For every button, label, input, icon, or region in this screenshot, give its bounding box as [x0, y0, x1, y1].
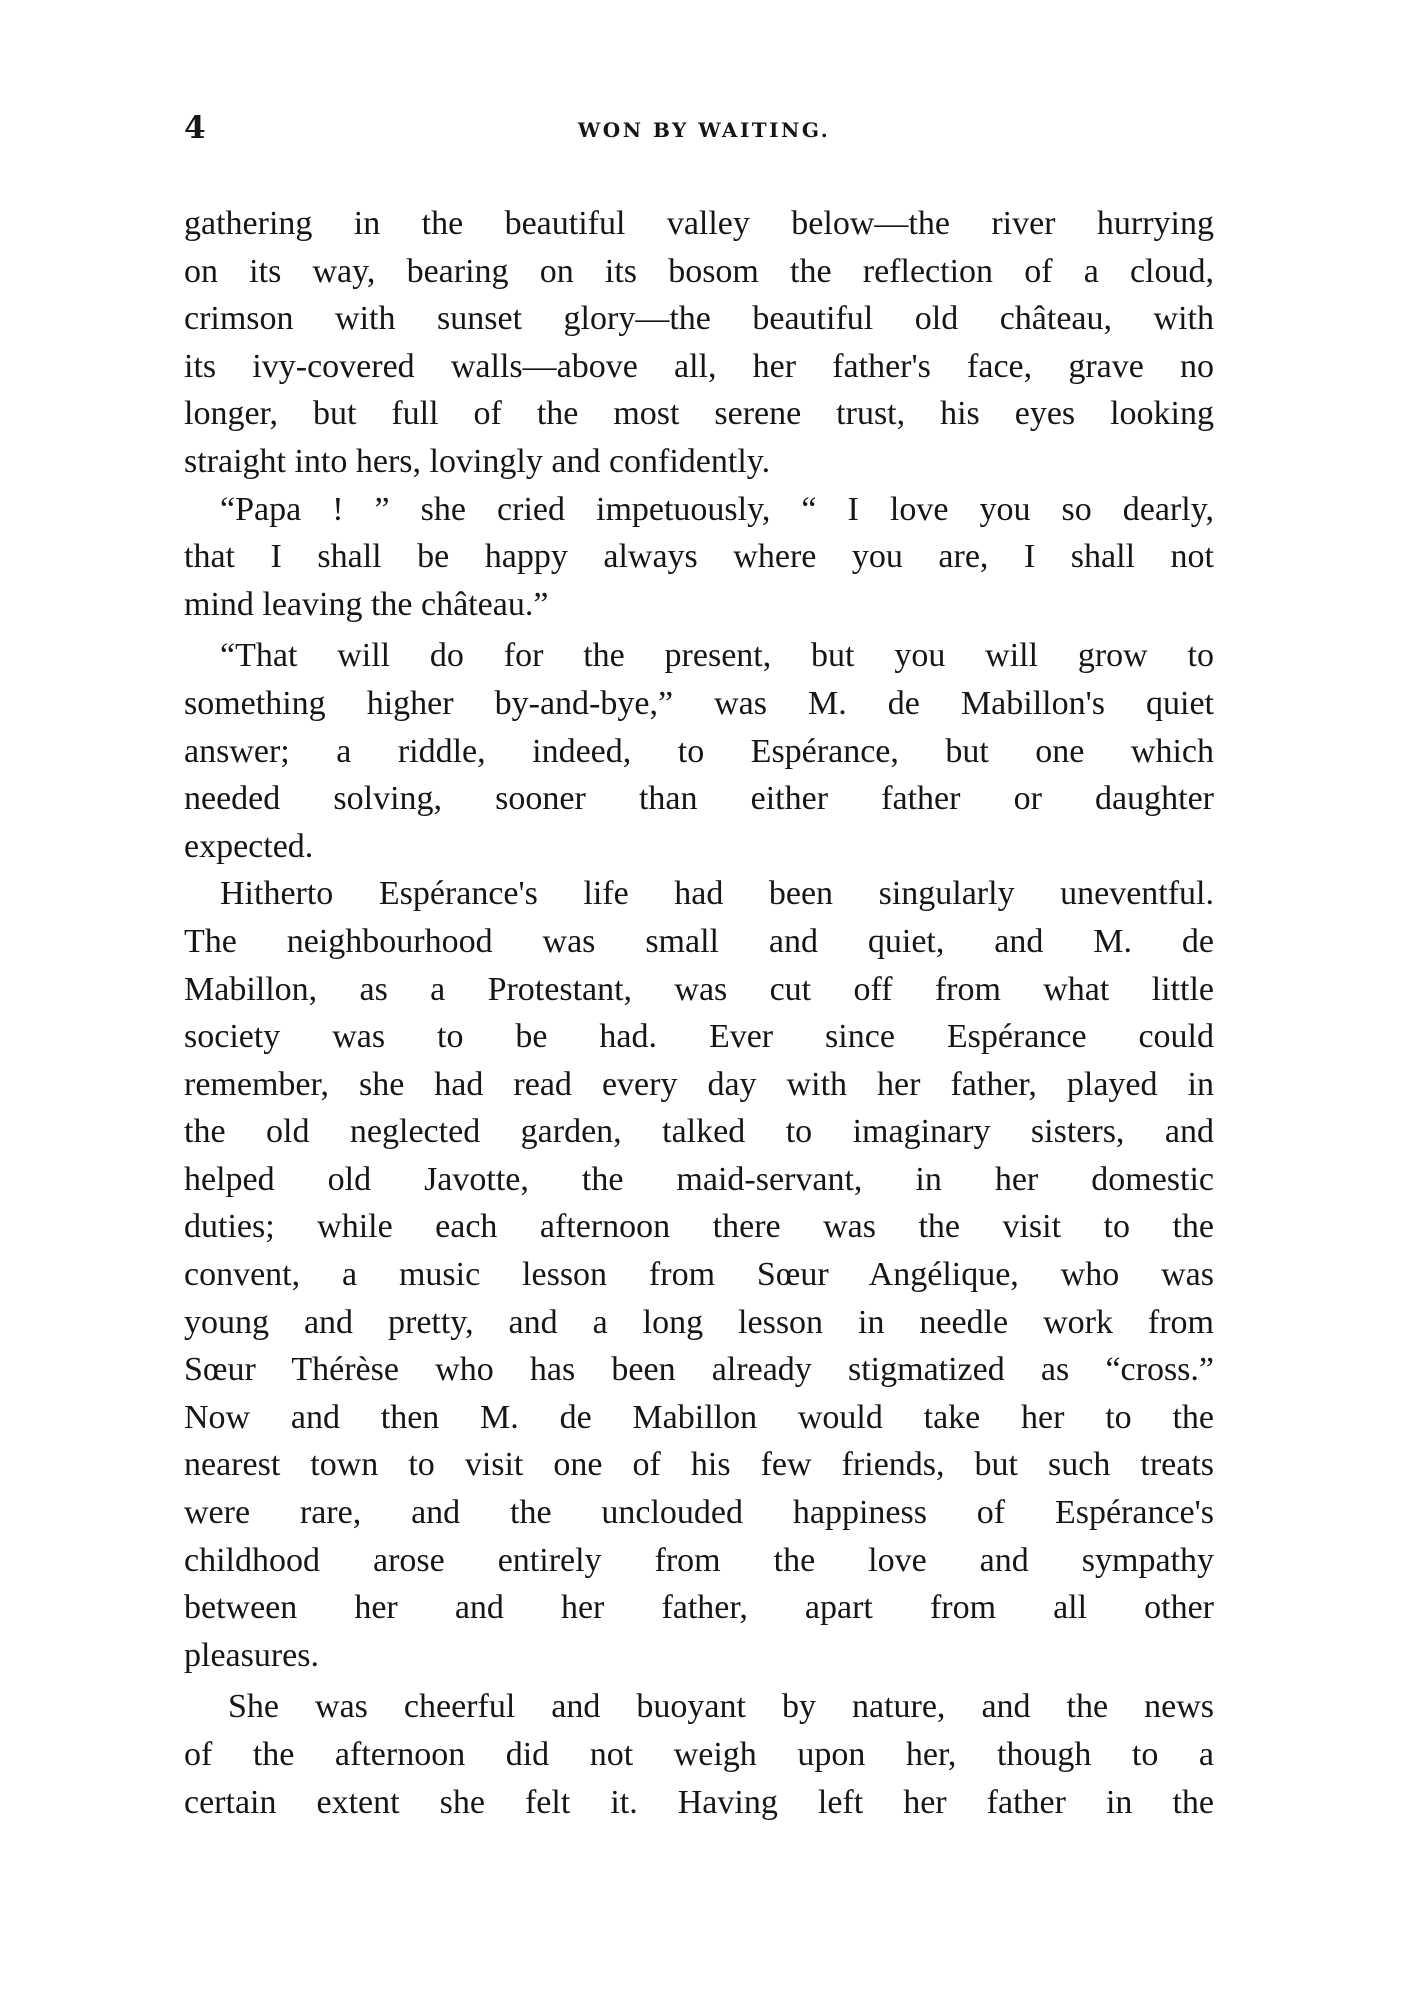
- text-line: convent, a music lesson from Sœur Angélique, who was: [184, 1256, 1214, 1294]
- text-line: needed solving, sooner than either father or daughter: [184, 780, 1214, 818]
- text-line: something higher by-and-bye,” was M. de Mabillon's quiet: [184, 684, 1214, 722]
- text-line: Hitherto Espérance's life had been singularly uneventful.: [220, 875, 1214, 913]
- page-number: 4: [184, 110, 206, 146]
- text-line: crimson with sunset glory—the beautiful old château, with: [184, 300, 1214, 338]
- text-line: the old neglected garden, talked to imaginary sisters, and: [184, 1113, 1214, 1151]
- page-header: [184, 108, 1214, 148]
- text-line: She was cheerful and buoyant by nature, and the news: [228, 1688, 1214, 1726]
- text-line: remember, she had read every day with her father, played in: [184, 1065, 1214, 1103]
- text-line: its ivy-covered walls—above all, her father's face, grave no: [184, 347, 1214, 385]
- body-text: [184, 200, 1214, 1826]
- text-line: answer; a riddle, indeed, to Espérance, but one which: [184, 732, 1214, 770]
- text-line: Now and then M. de Mabillon would take her to the: [184, 1398, 1214, 1436]
- text-line: of the afternoon did not weigh upon her, though to a: [184, 1736, 1214, 1773]
- text-line: pleasures.: [184, 1636, 320, 1674]
- text-line: duties; while each afternoon there was the visit to the: [184, 1208, 1214, 1246]
- text-line: Mabillon, as a Protestant, was cut off from what little: [184, 970, 1214, 1008]
- text-line: “That will do for the present, but you will grow to: [220, 637, 1214, 675]
- text-line: childhood arose entirely from the love and sympathy: [184, 1541, 1214, 1579]
- text-line: certain extent she felt it. Having left her father in the: [184, 1783, 1214, 1821]
- text-line: society was to be had. Ever since Espérance could: [184, 1018, 1214, 1056]
- text-line: nearest town to visit one of his few friends, but such treats: [184, 1446, 1214, 1484]
- text-line: expected.: [184, 827, 314, 865]
- text-line: helped old Javotte, the maid-servant, in her domestic: [184, 1160, 1214, 1198]
- text-line: “Papa ! ” she cried impetuously, “ I love you so dearly,: [220, 490, 1214, 528]
- text-line: straight into hers, lovingly and confidently.: [184, 442, 771, 480]
- text-line: young and pretty, and a long lesson in needle work from: [184, 1303, 1214, 1341]
- text-line: Sœur Thérèse who has been already stigmatized as “cross.”: [184, 1351, 1214, 1389]
- text-line: were rare, and the unclouded happiness of Espérance's: [184, 1494, 1214, 1532]
- text-line: that I shall be happy always where you are, I shall not: [184, 538, 1214, 576]
- text-line: on its way, bearing on its bosom the reflection of a cloud,: [184, 252, 1214, 290]
- running-title: WON BY WAITING.: [577, 118, 831, 142]
- text-line: gathering in the beautiful valley below—the river hurrying: [184, 205, 1214, 242]
- text-line: between her and her father, apart from all other: [184, 1589, 1214, 1627]
- text-line: mind leaving the château.”: [184, 585, 549, 623]
- text-line: longer, but full of the most serene trust, his eyes looking: [184, 395, 1214, 433]
- text-line: The neighbourhood was small and quiet, and M. de: [184, 922, 1214, 960]
